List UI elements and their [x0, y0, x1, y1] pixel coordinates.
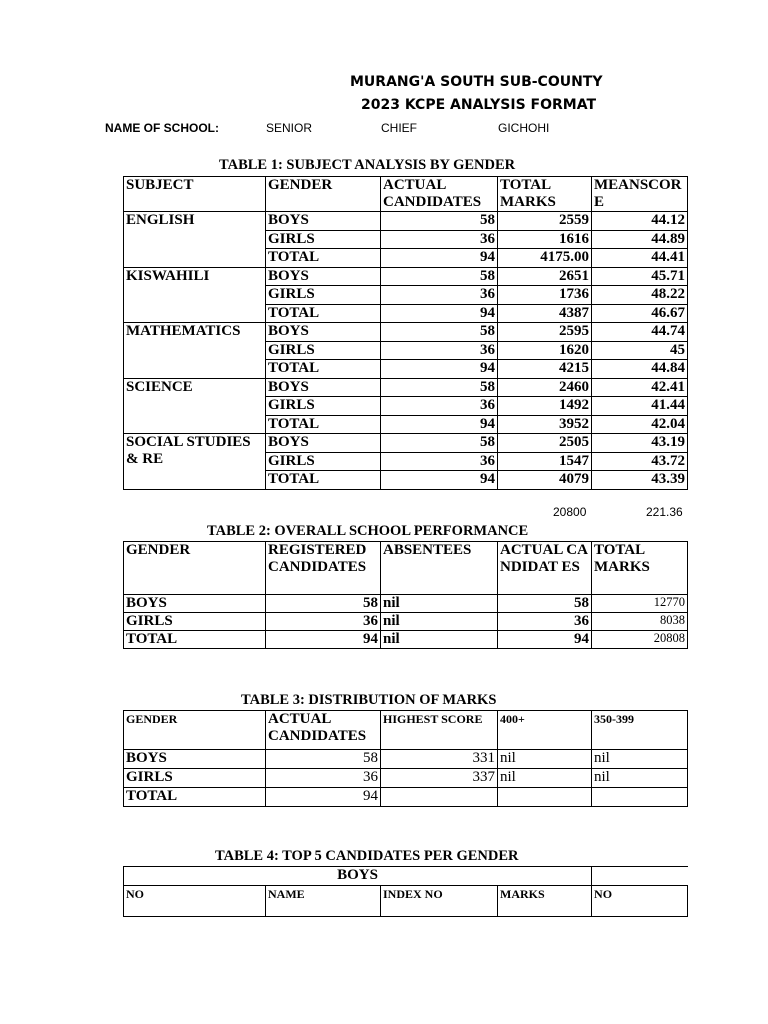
value-cell: 36: [381, 341, 498, 360]
subject-cell: KISWAHILI: [124, 267, 266, 323]
header-cell: HIGHEST SCORE: [381, 711, 498, 750]
distribution-rows: [124, 750, 688, 807]
group-row: [124, 867, 688, 886]
header-cell: ACTUAL CANDIDAT ES: [498, 542, 592, 595]
value-cell: 42.41: [592, 378, 688, 397]
header-cell: GENDER: [124, 711, 266, 750]
value-cell: 44.84: [592, 360, 688, 379]
value-cell: 4387: [498, 304, 592, 323]
table-row: [124, 378, 688, 397]
table-header-row: [124, 711, 688, 750]
gender-cell: BOYS: [266, 212, 381, 231]
value-cell: 94: [266, 631, 381, 649]
document-title: 2023 KCPE ANALYSIS FORMAT: [361, 97, 597, 113]
value-cell: 46.67: [592, 304, 688, 323]
value-cell: nil: [381, 595, 498, 613]
value-cell: 337: [381, 769, 498, 788]
table-header-row: [124, 542, 688, 595]
performance-rows: [124, 595, 688, 649]
value-cell: 48.22: [592, 286, 688, 305]
gender-cell: GIRLS: [124, 613, 266, 631]
value-cell: 58: [498, 595, 592, 613]
value-cell: 1736: [498, 286, 592, 305]
value-cell: 2559: [498, 212, 592, 231]
value-cell: 44.41: [592, 249, 688, 268]
value-cell: 41.44: [592, 397, 688, 416]
group-label: BOYS: [124, 867, 592, 886]
table4-caption: TABLE 4: TOP 5 CANDIDATES PER GENDER: [215, 848, 519, 864]
header-cell: 350-399: [592, 711, 688, 750]
value-cell: 36: [381, 286, 498, 305]
table1-caption: TABLE 1: SUBJECT ANALYSIS BY GENDER: [219, 157, 516, 173]
gender-cell: TOTAL: [124, 631, 266, 649]
value-cell: 3952: [498, 415, 592, 434]
table-header-row: [124, 177, 688, 212]
value-cell: 94: [266, 788, 381, 807]
gender-cell: TOTAL: [266, 249, 381, 268]
subject-rows: [124, 212, 688, 490]
header-cell: NO: [124, 886, 266, 917]
value-cell: 58: [381, 212, 498, 231]
header-cell: REGISTERED CANDIDATES: [266, 542, 381, 595]
value-cell: [498, 788, 592, 807]
header-cell: NAME: [266, 886, 381, 917]
table-row: [124, 212, 688, 231]
header-cell: TOTAL MARKS: [498, 177, 592, 212]
value-cell: nil: [381, 631, 498, 649]
county-title: MURANG'A SOUTH SUB-COUNTY: [350, 74, 603, 90]
school-name-part-1: SENIOR: [266, 121, 313, 135]
value-cell: 58: [381, 323, 498, 342]
value-cell: 1620: [498, 341, 592, 360]
gender-cell: BOYS: [266, 378, 381, 397]
value-cell: 4175.00: [498, 249, 592, 268]
gender-cell: GIRLS: [266, 397, 381, 416]
overall-performance-table: [123, 541, 688, 649]
value-cell: 8038: [592, 613, 688, 631]
gender-cell: BOYS: [124, 595, 266, 613]
value-cell: 36: [498, 613, 592, 631]
value-cell: nil: [498, 750, 592, 769]
table-row: [124, 750, 688, 769]
header-cell: MEANSCOR E: [592, 177, 688, 212]
value-cell: 58: [381, 434, 498, 453]
value-cell: 58: [266, 595, 381, 613]
value-cell: 12770: [592, 595, 688, 613]
table-row: [124, 613, 688, 631]
subject-cell: ENGLISH: [124, 212, 266, 268]
header-cell: ABSENTEES: [381, 542, 498, 595]
gender-cell: BOYS: [266, 267, 381, 286]
value-cell: 42.04: [592, 415, 688, 434]
value-cell: [381, 788, 498, 807]
value-cell: 1547: [498, 452, 592, 471]
table2-caption: TABLE 2: OVERALL SCHOOL PERFORMANCE: [207, 523, 529, 539]
school-label: NAME OF SCHOOL:: [105, 121, 219, 135]
value-cell: 331: [381, 750, 498, 769]
header-cell: 400+: [498, 711, 592, 750]
header-cell: NO: [592, 886, 688, 917]
header-cell: SUBJECT: [124, 177, 266, 212]
value-cell: 45.71: [592, 267, 688, 286]
gender-cell: TOTAL: [124, 788, 266, 807]
header-cell: GENDER: [124, 542, 266, 595]
value-cell: 36: [266, 769, 381, 788]
empty-cell: [592, 867, 688, 886]
value-cell: nil: [592, 769, 688, 788]
header-cell: MARKS: [498, 886, 592, 917]
value-cell: 94: [381, 360, 498, 379]
value-cell: nil: [592, 750, 688, 769]
value-cell: 36: [381, 452, 498, 471]
value-cell: 44.89: [592, 230, 688, 249]
value-cell: 94: [381, 249, 498, 268]
gender-cell: BOYS: [124, 750, 266, 769]
table-row: [124, 788, 688, 807]
table-header-row: [124, 886, 688, 917]
gender-cell: TOTAL: [266, 360, 381, 379]
value-cell: 43.39: [592, 471, 688, 490]
value-cell: 58: [381, 378, 498, 397]
gender-cell: GIRLS: [124, 769, 266, 788]
value-cell: 2651: [498, 267, 592, 286]
value-cell: 36: [381, 230, 498, 249]
value-cell: 36: [266, 613, 381, 631]
gender-cell: GIRLS: [266, 341, 381, 360]
table-row: [124, 769, 688, 788]
value-cell: 4215: [498, 360, 592, 379]
value-cell: 1616: [498, 230, 592, 249]
header-cell: INDEX NO: [381, 886, 498, 917]
subject-analysis-table: [123, 176, 688, 490]
subject-cell: MATHEMATICS: [124, 323, 266, 379]
subject-cell: SOCIAL STUDIES & RE: [124, 434, 266, 490]
table-row: [124, 631, 688, 649]
gender-cell: GIRLS: [266, 452, 381, 471]
gender-cell: TOTAL: [266, 471, 381, 490]
value-cell: 2505: [498, 434, 592, 453]
value-cell: 2595: [498, 323, 592, 342]
table-row: [124, 323, 688, 342]
table-row: [124, 434, 688, 453]
value-cell: 94: [381, 471, 498, 490]
value-cell: 45: [592, 341, 688, 360]
value-cell: 44.74: [592, 323, 688, 342]
value-cell: 4079: [498, 471, 592, 490]
gender-cell: GIRLS: [266, 230, 381, 249]
value-cell: 43.19: [592, 434, 688, 453]
header-cell: GENDER: [266, 177, 381, 212]
value-cell: nil: [498, 769, 592, 788]
value-cell: 44.12: [592, 212, 688, 231]
gender-cell: TOTAL: [266, 415, 381, 434]
value-cell: 94: [381, 415, 498, 434]
value-cell: 43.72: [592, 452, 688, 471]
value-cell: 94: [381, 304, 498, 323]
value-cell: 94: [498, 631, 592, 649]
value-cell: [592, 788, 688, 807]
value-cell: nil: [381, 613, 498, 631]
value-cell: 58: [266, 750, 381, 769]
gender-cell: GIRLS: [266, 286, 381, 305]
table-row: [124, 595, 688, 613]
mean-score-sum: 221.36: [646, 505, 683, 519]
value-cell: 2460: [498, 378, 592, 397]
header-cell: ACTUAL CANDIDATES: [381, 177, 498, 212]
value-cell: 58: [381, 267, 498, 286]
header-cell: TOTAL MARKS: [592, 542, 688, 595]
value-cell: 36: [381, 397, 498, 416]
subject-cell: SCIENCE: [124, 378, 266, 434]
header-cell: ACTUAL CANDIDATES: [266, 711, 381, 750]
table3-caption: TABLE 3: DISTRIBUTION OF MARKS: [241, 692, 497, 708]
table-row: [124, 267, 688, 286]
gender-cell: TOTAL: [266, 304, 381, 323]
value-cell: 1492: [498, 397, 592, 416]
distribution-table: [123, 710, 688, 807]
value-cell: 20808: [592, 631, 688, 649]
top-candidates-table: [123, 866, 688, 917]
total-marks-sum: 20800: [553, 505, 587, 519]
gender-cell: BOYS: [266, 434, 381, 453]
school-name-part-3: GICHOHI: [498, 121, 550, 135]
school-name-part-2: CHIEF: [381, 121, 417, 135]
gender-cell: BOYS: [266, 323, 381, 342]
